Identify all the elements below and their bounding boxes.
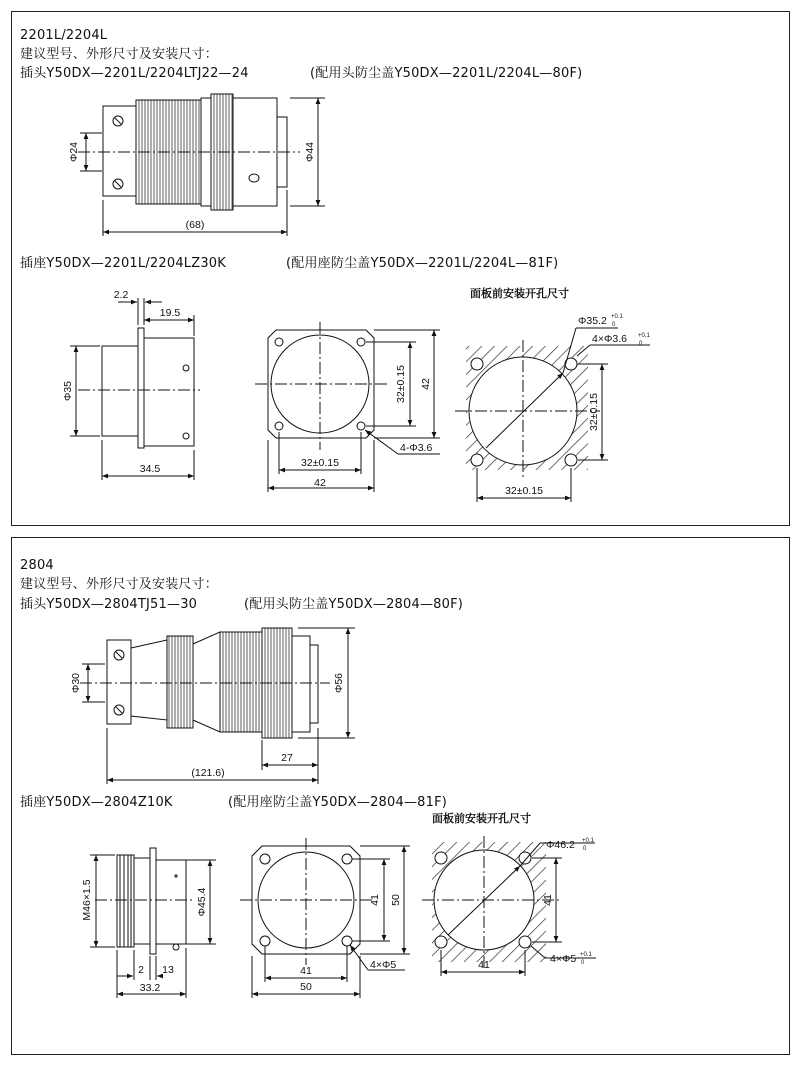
plug-cover-model: (配用头防尘盖Y50DX—2804—80F) bbox=[244, 597, 464, 612]
heading: 建议型号、外形尺寸及安装尺寸： bbox=[20, 577, 219, 592]
plug-model: 插头Y50DX—2201L/2204LTJ22—24 bbox=[20, 66, 249, 81]
dim-flange-pitch-v: 41 bbox=[369, 894, 381, 906]
dim-cutout-diameter: Φ35.2 bbox=[578, 315, 607, 327]
panel-cutout-title: 面板前安装开孔尺寸 bbox=[432, 813, 531, 825]
model-title: 2804 bbox=[20, 558, 54, 573]
dim-socket-width: 19.5 bbox=[159, 307, 181, 319]
tol-upper: +0.1 bbox=[611, 314, 623, 320]
dim-cutout-diameter: Φ46.2 bbox=[546, 839, 575, 851]
socket-side-2 bbox=[90, 848, 216, 998]
tol-lower: 0 bbox=[583, 846, 587, 852]
dim-flange-pitch-h: 32±0.15 bbox=[301, 457, 339, 469]
dim-socket-length: 34.5 bbox=[139, 463, 161, 475]
dim-flange-holes: 4×Φ5 bbox=[370, 959, 397, 971]
dim-flange-holes: 4-Φ3.6 bbox=[400, 442, 433, 454]
dim-plug-d1: Φ30 bbox=[70, 672, 82, 694]
model-title: 2201L/2204L bbox=[20, 28, 108, 43]
dim-flange-size-v: 42 bbox=[420, 378, 432, 390]
tol-upper: +0.1 bbox=[638, 333, 650, 339]
socket-cover-model: (配用座防尘盖Y50DX—2201L/2204L—81F) bbox=[286, 256, 559, 271]
panel-cutout-1 bbox=[455, 328, 650, 502]
plug-drawing-1 bbox=[78, 94, 325, 236]
dim-flange-size-h: 50 bbox=[300, 981, 312, 993]
dim-socket-thickness: 2.2 bbox=[113, 289, 129, 301]
heading: 建议型号、外形尺寸及安装尺寸： bbox=[20, 47, 219, 62]
dim-plug-length-2: 27 bbox=[281, 752, 293, 764]
dim-socket-t2: 13 bbox=[162, 964, 174, 976]
dim-cutout-pitch-v: 41 bbox=[542, 894, 554, 906]
dim-plug-d2: Φ56 bbox=[333, 672, 345, 694]
dim-flange-pitch-v: 32±0.15 bbox=[395, 365, 407, 403]
dim-socket-thread: M46×1.5 bbox=[81, 879, 93, 921]
dim-flange-pitch-h: 41 bbox=[300, 965, 312, 977]
socket-flange-1 bbox=[255, 322, 440, 492]
plug-cover-model: (配用头防尘盖Y50DX—2201L/2204L—80F) bbox=[310, 66, 583, 81]
dim-plug-length: (68) bbox=[185, 219, 205, 231]
dim-socket-diameter: Φ45.4 bbox=[196, 887, 208, 917]
plug-drawing-2 bbox=[80, 628, 355, 784]
dim-flange-size-h: 42 bbox=[314, 477, 326, 489]
dim-cutout-holes: 4×Φ5 bbox=[550, 953, 577, 965]
socket-model: 插座Y50DX—2201L/2204LZ30K bbox=[20, 256, 227, 271]
dim-cutout-pitch-v: 32±0.15 bbox=[588, 393, 600, 431]
dim-plug-length: (121.6) bbox=[191, 767, 225, 779]
dim-flange-size-v: 50 bbox=[390, 894, 402, 906]
dim-plug-d1: Φ24 bbox=[68, 141, 80, 163]
dim-socket-t1: 2 bbox=[138, 964, 144, 976]
tol-lower: 0 bbox=[581, 960, 585, 966]
tol-upper: +0.1 bbox=[580, 952, 592, 958]
dim-plug-d2: Φ44 bbox=[304, 141, 316, 163]
tol-lower: 0 bbox=[612, 322, 616, 328]
tol-upper: +0.1 bbox=[582, 838, 594, 844]
dim-cutout-holes: 4×Φ3.6 bbox=[592, 333, 627, 345]
dim-socket-diameter: Φ35 bbox=[62, 380, 74, 402]
dim-socket-length: 33.2 bbox=[139, 982, 161, 994]
dim-cutout-pitch-h: 32±0.15 bbox=[505, 485, 543, 497]
panel-cutout-title: 面板前安装开孔尺寸 bbox=[470, 288, 569, 300]
socket-flange-2 bbox=[240, 838, 410, 998]
socket-cover-model: (配用座防尘盖Y50DX—2804—81F) bbox=[228, 795, 448, 810]
socket-model: 插座Y50DX—2804Z10K bbox=[20, 795, 173, 810]
tol-lower: 0 bbox=[639, 341, 643, 347]
socket-side-1 bbox=[70, 298, 200, 480]
plug-model: 插头Y50DX—2804TJ51—30 bbox=[20, 597, 198, 612]
dim-cutout-pitch-h: 41 bbox=[478, 959, 490, 971]
